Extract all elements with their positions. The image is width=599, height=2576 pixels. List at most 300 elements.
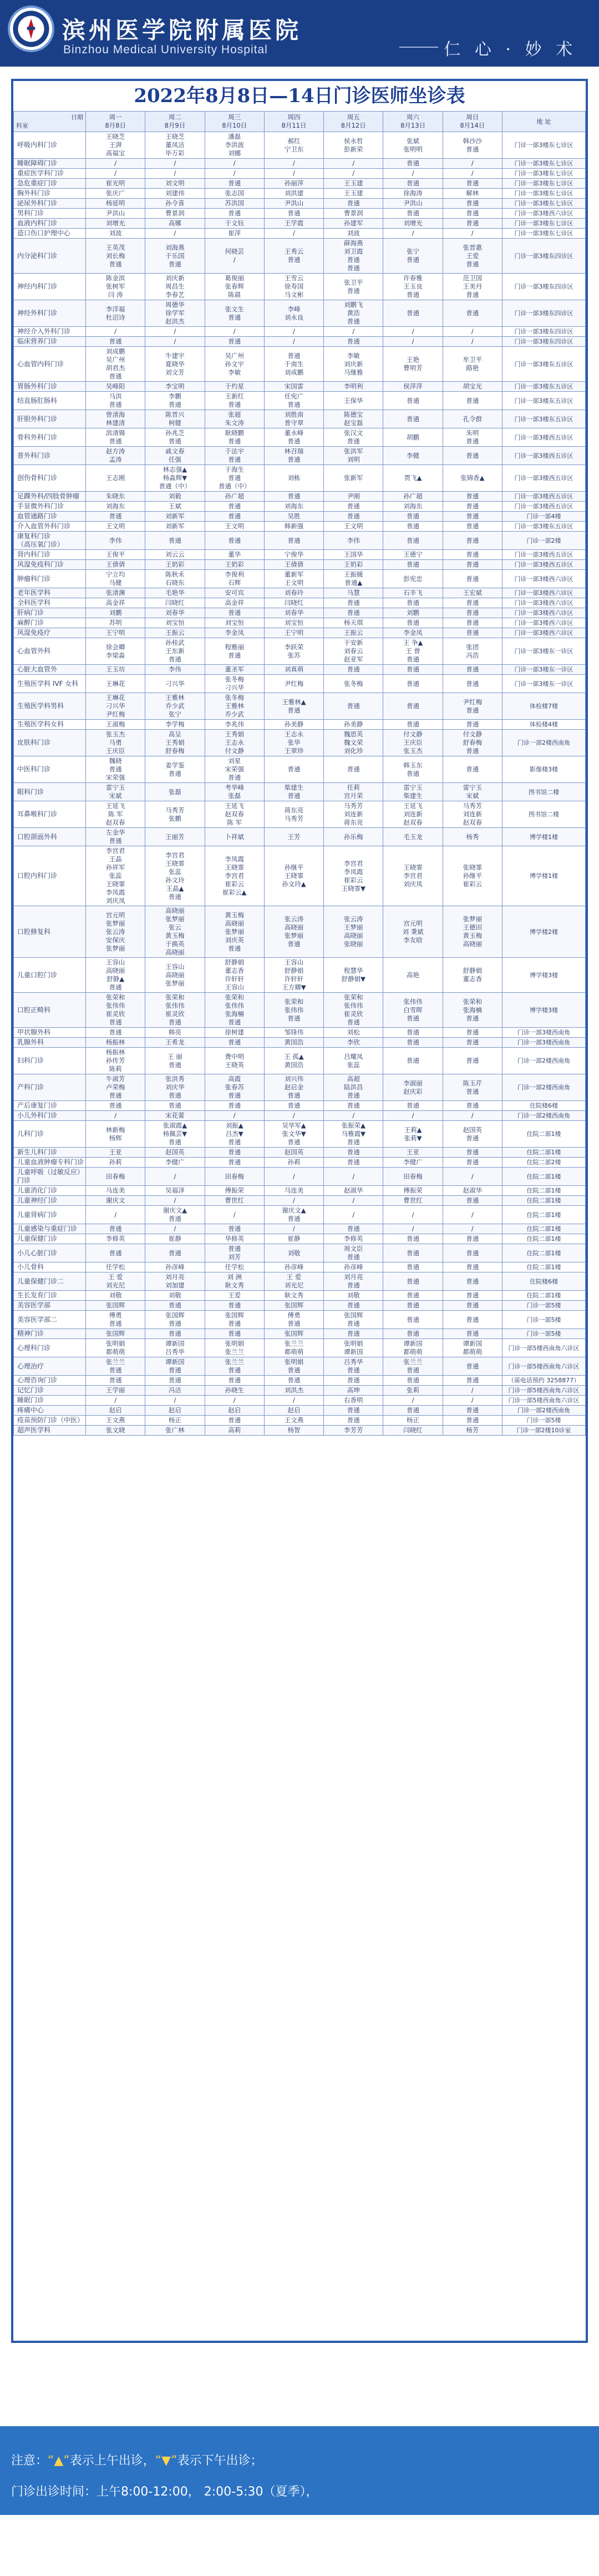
doctor-cell: 刘庆新 周昌生 李春艺 (145, 274, 205, 300)
doctor-cell: 普通 (145, 1329, 205, 1339)
doctor-cell: / (145, 169, 205, 179)
schedule-row (14, 132, 586, 159)
clinic-address: 门诊一部3楼西六诊区 (502, 570, 586, 588)
doctor-cell: 付文静 舒春梅 普通 (443, 730, 502, 756)
doctor-cell: 程慧华 舒静娟▼ (324, 958, 383, 993)
doctor-cell: 高金祥 (205, 598, 264, 608)
doctor-cell: 王希龙 (145, 1038, 205, 1048)
doctor-cell: 刘胜南 普守翠 (264, 410, 323, 428)
doctor-cell: 普通 (383, 665, 443, 675)
schedule-row (14, 560, 586, 570)
department-name: 胃肠外科门诊 (14, 382, 86, 392)
department-name: 呼吸内科门诊 (14, 132, 86, 159)
doctor-cell: 左金华 普通 (86, 828, 145, 846)
doctor-cell: 普通 (443, 392, 502, 410)
doctor-cell: / (324, 327, 383, 337)
doctor-cell: 王莉▲ 张莉▼ (383, 1121, 443, 1148)
department-name: 口腔正畸科 (14, 993, 86, 1028)
doctor-cell: 杨智 (264, 1426, 323, 1436)
doctor-cell: 王斌 (145, 502, 205, 512)
doctor-cell: 普通 (264, 1376, 323, 1386)
doctor-cell: 王雅林▲ 普通 (264, 693, 323, 720)
doctor-cell: 普通 (205, 1158, 264, 1168)
doctor-cell: 张晋惠 王爱 普通 (443, 239, 502, 274)
schedule-row (14, 1386, 586, 1396)
doctor-cell: 高艳 (383, 958, 443, 993)
schedule-row (14, 347, 586, 382)
doctor-cell: 刘海东 (86, 502, 145, 512)
schedule-row (14, 1158, 586, 1168)
doctor-cell: 张国辉 (86, 1301, 145, 1311)
doctor-cell: 刘 洲 耿文秀 (205, 1272, 264, 1291)
doctor-cell: 高晓丽 张梦丽 张云 黄玉梅 于换英 高晓丽 (145, 906, 205, 958)
doctor-cell: 张锦香▲ (443, 465, 502, 492)
doctor-cell: 张云涛 王梦丽 高晓丽 张晓丽 (324, 906, 383, 958)
department-name: 心理咨询门诊 (14, 1376, 86, 1386)
doctor-cell: 孙丽萍 (264, 179, 323, 189)
doctor-cell: 王 争▲ 王 曾 普通 (383, 638, 443, 665)
doctor-cell: 张荣和 张伟伟 张海楠 普通 (205, 993, 264, 1028)
doctor-cell: 尹洪山 (86, 209, 145, 219)
day-header (205, 112, 264, 132)
doctor-cell: 刘新军 (145, 512, 205, 522)
clinic-address: 门诊一部2楼西南角 (502, 1111, 586, 1121)
doctor-cell: 王学霞 (264, 219, 323, 229)
department-name: 创伤骨科门诊 (14, 465, 86, 492)
clinic-address: 门诊一部3楼西五诊区 (502, 428, 586, 447)
clinic-address: 门诊一部3楼东四诊区 (502, 239, 586, 274)
doctor-cell: 普通 (443, 570, 502, 588)
schedule-row (14, 1416, 586, 1426)
doctor-cell: 于文钰 (205, 219, 264, 229)
doctor-cell: 马秀芳 刘连新 蒋东亮 (324, 801, 383, 828)
doctor-cell: 王晓霏 李宫君 刘庆凤 (383, 846, 443, 906)
clinic-address: 门诊一部3楼西六诊区 (502, 618, 586, 628)
doctor-cell: 普通 (145, 1301, 205, 1311)
doctor-cell: / (443, 327, 502, 337)
doctor-cell: 刘建伟 (145, 189, 205, 199)
department-name: 全科医学科 (14, 598, 86, 608)
doctor-cell: 崔萍 (205, 229, 264, 239)
corner-dept-label: 科室 (16, 122, 83, 130)
doctor-cell: 普通 (383, 300, 443, 327)
doctor-cell: 普通 (205, 1148, 264, 1158)
doctor-cell: 李宫君 王晶 孙祥军 张蕊 王晓霏 李凤霞 刘庆凤 (86, 846, 145, 906)
doctor-cell: 谢庆文▲ 普通 (145, 1206, 205, 1224)
doctor-cell: 普通 (86, 1224, 145, 1234)
schedule-row (14, 1311, 586, 1329)
doctor-cell: 刘文明 (145, 179, 205, 189)
doctor-cell: 普通 (443, 1262, 502, 1272)
doctor-cell: 王丽芳 (145, 828, 205, 846)
doctor-cell: 雷宁玉 柴建生 (383, 783, 443, 801)
doctor-cell: 任莉 宫月荣 (324, 783, 383, 801)
doctor-cell: 普通 (205, 1416, 264, 1426)
schedule-row (14, 618, 586, 628)
doctor-cell: 普通 (324, 1301, 383, 1311)
doctor-cell: 普通 (324, 1406, 383, 1416)
clinic-address: 博学楼1楼 (502, 828, 586, 846)
doctor-cell: 杨振林 (86, 1038, 145, 1048)
schedule-row (14, 1301, 586, 1311)
clinic-address: 门诊一部3楼东七诊区 (502, 169, 586, 179)
doctor-cell: 谢庆文▲ 普通 (264, 1206, 323, 1224)
schedule-row (14, 1357, 586, 1376)
doctor-cell: 崔静 (145, 1234, 205, 1244)
department-name: 风湿免疫疗 (14, 628, 86, 638)
schedule-row (14, 179, 586, 189)
clinic-address: 住院二部1楼 (502, 1234, 586, 1244)
doctor-cell: / (205, 169, 264, 179)
doctor-cell: 普通 (205, 608, 264, 618)
department-name: 儿童消化门诊 (14, 1186, 86, 1196)
doctor-cell: 李峰 刘永良 (264, 300, 323, 327)
doctor-cell: 刘宝恒 (145, 618, 205, 628)
clinic-address: 门诊一部2楼西南角 (502, 730, 586, 756)
doctor-cell: / (145, 1168, 205, 1186)
doctor-cell: 陈金滨 张树军 闫 涛 (86, 274, 145, 300)
doctor-cell: 李金凤 (205, 628, 264, 638)
hospital-english-name: Binzhou Medical University Hospital (63, 43, 268, 57)
doctor-cell: 冯洁 (145, 1386, 205, 1396)
doctor-cell: 周文臣 普通 (324, 1244, 383, 1262)
doctor-cell: 普通 (443, 675, 502, 693)
doctor-cell: 张淑霞▲ 杨佩芸▼ 普通 (145, 1121, 205, 1148)
doctor-cell: 李伟 (324, 532, 383, 550)
doctor-cell: 普通 (205, 1038, 264, 1048)
doctor-cell: 刘海东 (383, 502, 443, 512)
schedule-row (14, 1329, 586, 1339)
doctor-cell: 马慧 (324, 588, 383, 598)
doctor-cell: 舒静娟 董志香 许轩轩 王容山 (205, 958, 264, 993)
doctor-cell: / (145, 1196, 205, 1206)
doctor-cell: 高莉 (205, 1426, 264, 1436)
doctor-cell: 普通 (443, 598, 502, 608)
doctor-cell: 宫元明 张梦丽 张云涛 安保庆 张梦丽 (86, 906, 145, 958)
doctor-cell: 付文静 王庆臣 张玉杰 (383, 730, 443, 756)
department-name: 血管通路门诊 (14, 512, 86, 522)
doctor-cell: 普通 (443, 1376, 502, 1386)
doctor-cell: 尹红梅 普通 (443, 693, 502, 720)
doctor-cell: 王倩倩 (264, 560, 323, 570)
doctor-cell: 李健 (383, 447, 443, 465)
doctor-cell: 张斌 张明明 (383, 132, 443, 159)
doctor-cell: 王奶彩 (324, 560, 383, 570)
corner-header (14, 112, 86, 132)
doctor-cell: 苏洪国 (205, 199, 264, 209)
doctor-cell: 普通 (324, 608, 383, 618)
doctor-cell: 刘波 (324, 229, 383, 239)
doctor-cell: 宋花蕾 (145, 1111, 205, 1121)
doctor-cell: / (383, 169, 443, 179)
schedule-row (14, 906, 586, 958)
notice-band (0, 2426, 599, 2515)
clinic-address: 门诊一部3楼东五诊区 (502, 410, 586, 428)
department-name: 睡眠门诊 (14, 1396, 86, 1406)
department-name: 风湿免疫科门诊 (14, 560, 86, 570)
doctor-cell: 徐会卿 李梁淼 (86, 638, 145, 665)
doctor-cell: 普通 (383, 1038, 443, 1048)
doctor-cell: 普通 (86, 337, 145, 347)
doctor-cell: 孙彦峰 (324, 1262, 383, 1272)
doctor-cell: 普通 (443, 1148, 502, 1158)
doctor-cell: 戚文春 任强 (145, 447, 205, 465)
department-name: 心血管内科门诊 (14, 347, 86, 382)
doctor-cell: 张明娟 谭新国 (324, 1339, 383, 1357)
doctor-cell: 普通 (205, 1101, 264, 1111)
department-name: 普外科门诊 (14, 447, 86, 465)
doctor-cell: 李健广 (145, 1158, 205, 1168)
clinic-address: 住院二部1楼 (502, 1168, 586, 1186)
doctor-cell: 张磊 (145, 783, 205, 801)
doctor-cell: 张荣和 张伟伟 普通 (264, 993, 323, 1028)
clinic-address: 门诊一部3楼西六诊区 (502, 209, 586, 219)
doctor-cell: 傅振荣 (205, 1186, 264, 1196)
department-name: 疼痛中心 (14, 1406, 86, 1416)
doctor-cell: 闫晓红 (383, 1426, 443, 1436)
doctor-cell: 赵方涛 孟涛 (86, 447, 145, 465)
clinic-address: 门诊一部3楼西五诊区 (502, 492, 586, 502)
doctor-cell: 刘敬 (324, 1291, 383, 1301)
doctor-cell: 普通 (205, 1376, 264, 1386)
doctor-cell: 尹红梅 (264, 675, 323, 693)
doctor-cell: 普通 (324, 199, 383, 209)
doctor-cell: 李鹏 普通 (145, 392, 205, 410)
doctor-cell: 黄玉梅 高晓丽 张梦丽 刘庆英 普通 (205, 906, 264, 958)
doctor-cell: 张志国 (205, 189, 264, 199)
doctor-cell: 吕耀凤 张蕊 (324, 1048, 383, 1074)
doctor-cell: 孙兆芝 普通 (145, 428, 205, 447)
doctor-cell: 普通 (324, 665, 383, 675)
doctor-cell: 李兆伟 (205, 720, 264, 730)
doctor-cell: 普通 (324, 512, 383, 522)
clinic-address: 门诊一部2楼西南角 (502, 1048, 586, 1074)
doctor-cell: 赵启 (264, 1406, 323, 1416)
doctor-cell: 王雪云 徐寿国 马文彬 (264, 274, 323, 300)
doctor-cell: 普通 (324, 337, 383, 347)
doctor-cell: 王玉建 (324, 189, 383, 199)
department-name: 乳腺外科 (14, 1038, 86, 1048)
doctor-cell: 张团 冯浩 (443, 638, 502, 665)
doctor-cell: 杨正 (383, 1416, 443, 1426)
morning-mark: “▲” (48, 2454, 70, 2468)
doctor-cell: 王文燕 (86, 1416, 145, 1426)
schedule-row (14, 993, 586, 1028)
schedule-row (14, 598, 586, 608)
doctor-cell: 王倩倩 (86, 560, 145, 570)
department-name: 儿科门诊 (14, 1121, 86, 1148)
doctor-cell: 普通 (86, 512, 145, 522)
doctor-cell: 张冬梅 (324, 675, 383, 693)
schedule-row (14, 300, 586, 327)
doctor-cell: 普通 (205, 179, 264, 189)
doctor-cell: 孙彦峰 (264, 1262, 323, 1272)
doctor-cell: 牛淑芳 卢荣梅 普通 (86, 1074, 145, 1101)
doctor-cell: 王志永 张华 王翠珍 (264, 730, 323, 756)
clinic-address: 门诊一部3楼西五诊区 (502, 550, 586, 560)
doctor-cell: / (86, 1111, 145, 1121)
doctor-cell: 卜祥斌 (205, 828, 264, 846)
doctor-cell: 滨清锡 普通 (86, 428, 145, 447)
schedule-row (14, 1291, 586, 1301)
doctor-cell: 张荣和 张伟伟 崔灵欣 普通 (145, 993, 205, 1028)
doctor-cell: 李欣 (324, 1038, 383, 1048)
doctor-cell: 耿文秀 (264, 1291, 323, 1301)
department-name: 肿瘤科门诊 (14, 570, 86, 588)
schedule-row (14, 410, 586, 428)
doctor-cell: 林召瑞 普通 (264, 447, 323, 465)
clinic-address: 门诊一部5楼西南角六诊区 (502, 1357, 586, 1376)
department-name: 记忆门诊 (14, 1386, 86, 1396)
department-name: 老年医学科 (14, 588, 86, 598)
schedule-row (14, 675, 586, 693)
doctor-cell: / (86, 327, 145, 337)
doctor-cell: 普通 (443, 1048, 502, 1074)
doctor-cell: 孙晓生 (205, 1386, 264, 1396)
doctor-cell: 马连美 (264, 1186, 323, 1196)
doctor-cell: 谭新国 吕秀华 (145, 1339, 205, 1357)
schedule-row (14, 1121, 586, 1148)
doctor-cell: 普通 (443, 179, 502, 189)
schedule-row (14, 512, 586, 522)
doctor-cell: 王志刚 (86, 465, 145, 492)
doctor-cell: / (443, 169, 502, 179)
doctor-cell: 程雅丽 普通 (205, 638, 264, 665)
doctor-cell: 刘月亮 普通 (324, 1272, 383, 1291)
doctor-cell: 王亚 (86, 1148, 145, 1158)
clinic-address: 门诊一部3楼东七诊区 (502, 179, 586, 189)
doctor-cell: 谭新国 都萌萌 (443, 1339, 502, 1357)
department-name: 中医科门诊 (14, 756, 86, 783)
doctor-cell: 刘增光 (383, 219, 443, 229)
doctor-cell: 张国辉 (86, 1329, 145, 1339)
doctor-cell: 普通 (383, 410, 443, 428)
doctor-cell: 王晓芝 王湃 高福宝 (86, 132, 145, 159)
schedule-row (14, 392, 586, 410)
doctor-cell: 普通 (443, 447, 502, 465)
doctor-cell: 张明娟 张兰兰 (205, 1339, 264, 1357)
doctor-cell: / (145, 1396, 205, 1406)
doctor-cell: 刘敬 (86, 1291, 145, 1301)
doctor-cell: 傅勇 普通 (86, 1311, 145, 1329)
clinic-address: 门诊一部5楼 (502, 1301, 586, 1311)
doctor-cell: 普通 (205, 1329, 264, 1339)
schedule-row (14, 382, 586, 392)
doctor-cell: / (443, 1224, 502, 1234)
clinic-address: 图书馆二楼 (502, 783, 586, 801)
day-date: 8月10日 (206, 122, 263, 130)
doctor-cell: 张国辉 (264, 1301, 323, 1311)
doctor-cell: 普通 (383, 522, 443, 532)
department-name: 疫苗预防门诊（中医） (14, 1416, 86, 1426)
clinic-address: 门诊一部2楼 (502, 532, 586, 550)
department-name: 儿童呼吸（过敏反应）门诊 (14, 1168, 86, 1186)
doctor-cell: 薛海燕 刘卫霞 普通 普通 (324, 239, 383, 274)
schedule-row (14, 1376, 586, 1386)
doctor-cell: 魏晓 普通 宋荣强 (86, 756, 145, 783)
doctor-cell: / (145, 327, 205, 337)
doctor-cell: 吴胜 (264, 512, 323, 522)
day-name: 周三 (206, 113, 263, 122)
doctor-cell: / (383, 327, 443, 337)
doctor-cell: 普通 (443, 1301, 502, 1311)
clinic-address: 门诊一部5楼 (502, 1416, 586, 1426)
doctor-cell: / (443, 1206, 502, 1224)
doctor-cell: 宁立均 马健 (86, 570, 145, 588)
doctor-cell: 蒋东亮 马秀芳 (264, 801, 323, 828)
doctor-cell: 王晓芝 董凤洁 毕万彩 (145, 132, 205, 159)
schedule-row (14, 239, 586, 274)
schedule-body (14, 132, 586, 1436)
doctor-cell: 李凤霞 王晓霏 李宫君 崔彩云 崔彩云▲ (205, 846, 264, 906)
doctor-cell: 谭新国 都萌萌 (383, 1339, 443, 1357)
doctor-cell: 曹景润 (145, 209, 205, 219)
day-date: 8月8日 (87, 122, 144, 130)
doctor-cell: 朱明 普通 (443, 428, 502, 447)
doctor-cell: 闫晓红 (264, 598, 323, 608)
corner-date-label: 日期 (16, 113, 83, 122)
doctor-cell: 许春雅 王玉良 普通 (383, 274, 443, 300)
clinic-address: 门诊一部3楼东一诊区 (502, 665, 586, 675)
department-name: 心脏大血管外 (14, 665, 86, 675)
doctor-cell: / (324, 159, 383, 169)
clinic-address: 门诊一部5楼西南角六诊区 (502, 1396, 586, 1406)
day-name: 周日 (444, 113, 501, 122)
doctor-cell: 赵淑华 (324, 1186, 383, 1196)
clinic-address: 体检楼4楼 (502, 720, 586, 730)
department-name: 骨科外科门诊 (14, 428, 86, 447)
department-name: 产科门诊 (14, 1074, 86, 1101)
doctor-cell: 普通 (383, 1291, 443, 1301)
department-name: 口腔内科门诊 (14, 846, 86, 906)
doctor-cell: 刘云云 (145, 550, 205, 560)
doctor-cell: 普通 (324, 1101, 383, 1111)
doctor-cell: 李伟 (86, 532, 145, 550)
doctor-cell: 孙广超 (383, 492, 443, 502)
doctor-cell: 王秀云 普通 (264, 239, 323, 274)
doctor-cell: 普通 (443, 1272, 502, 1291)
doctor-cell: 王 孤▲ 黄国浩 (264, 1048, 323, 1074)
doctor-cell: 安可宾 (205, 588, 264, 598)
doctor-cell: 张荣和 张伟伟 崔灵欣 普通 (324, 993, 383, 1028)
day-header (86, 112, 145, 132)
doctor-cell: 王 爱 刘光尼 (86, 1272, 145, 1291)
schedule-row (14, 1038, 586, 1048)
doctor-cell: 普通 (383, 1272, 443, 1291)
doctor-cell: 普通 (324, 1329, 383, 1339)
schedule-row (14, 465, 586, 492)
doctor-cell: 张明娟 普通 (264, 1357, 323, 1376)
schedule-row (14, 1074, 586, 1101)
department-name: 胸外科门诊 (14, 189, 86, 199)
department-name: 心理治疗 (14, 1357, 86, 1376)
schedule-row (14, 958, 586, 993)
doctor-cell: 普通 (205, 1301, 264, 1311)
clinic-address: 住院二部1楼 (502, 1224, 586, 1234)
doctor-cell: 普通 (383, 675, 443, 693)
doctor-cell: 孙继平 王晓霏 孙文玲▲ (264, 846, 323, 906)
department-name: 造口伤口护理中心 (14, 229, 86, 239)
doctor-cell: 范卫国 王美丹 普通 (443, 274, 502, 300)
notice-line-2: 门诊出诊时间：上午8:00-12:00， 2:00-5:30（夏季）， (11, 2483, 588, 2502)
doctor-cell: 普通 (145, 1244, 205, 1262)
doctor-cell: 王宁明 (264, 628, 323, 638)
doctor-cell: 王振媛 普通▲ (324, 570, 383, 588)
clinic-address: 图书馆二楼 (502, 801, 586, 828)
doctor-cell: 张清渊 (86, 588, 145, 598)
doctor-cell: 王延飞 陈 军 赵双春 (86, 801, 145, 828)
doctor-cell: 普通 (86, 1244, 145, 1262)
